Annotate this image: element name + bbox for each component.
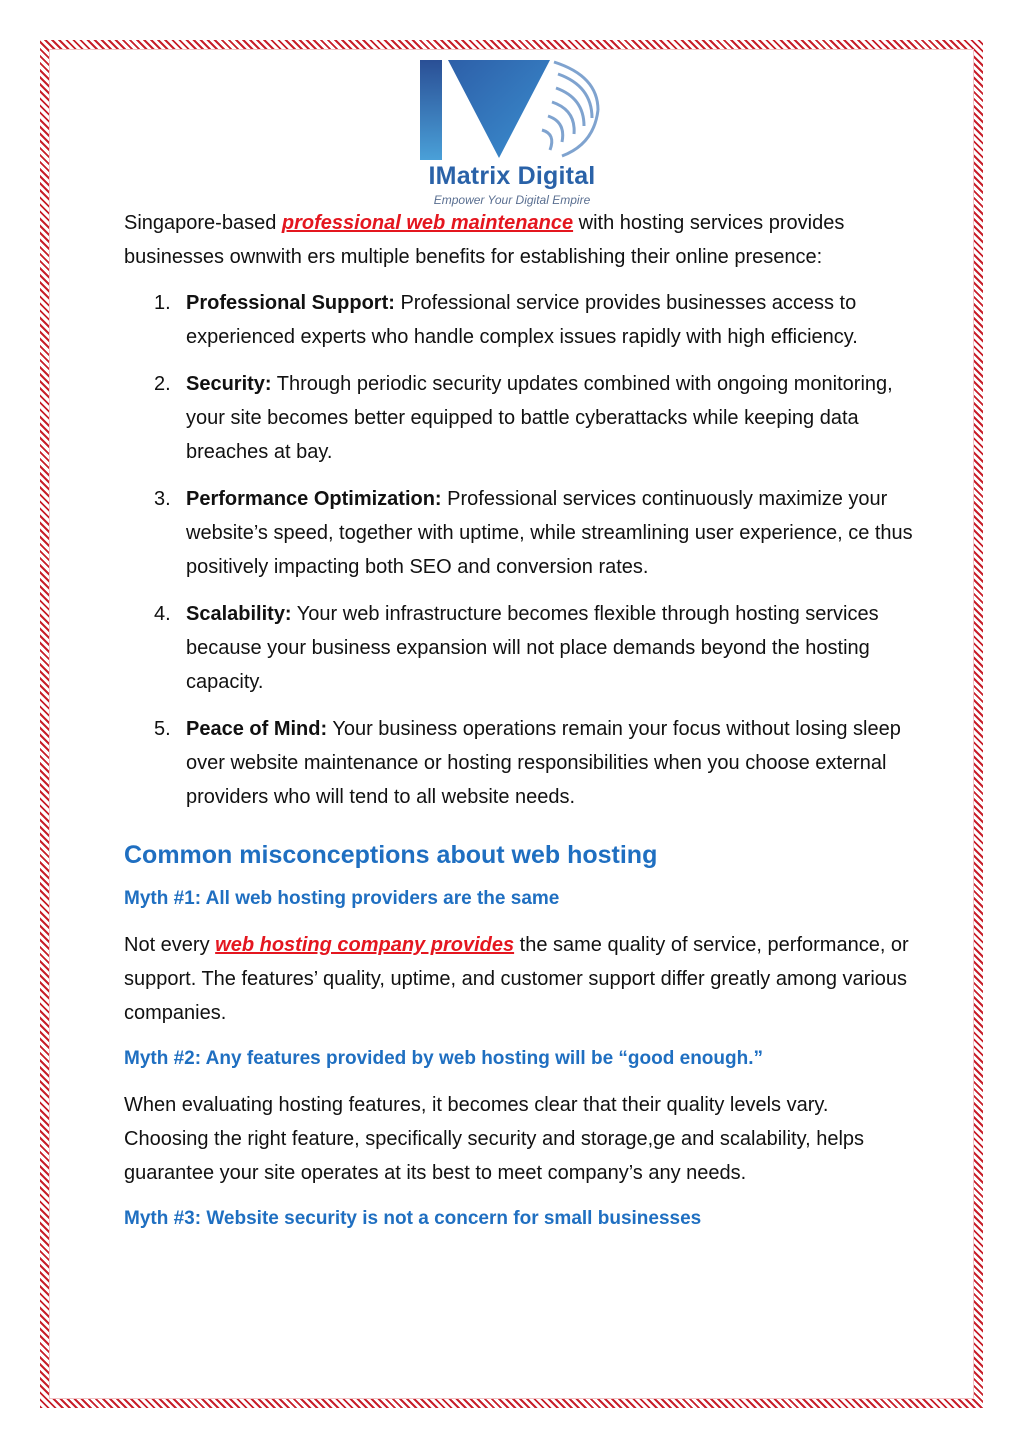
myth-2-paragraph: When evaluating hosting features, it becomes clear that their quality levels vary. Choosing the right feature, specifically security and storage,ge and scalability, helps guarantee your site operates at its best to meet company’s any needs. [124,1094,865,1184]
list-item-text: Professional service provides businesses access to experienced experts who handle complex issues rapidly with high efficiency. [186,292,858,348]
list-item-text: Professional services continuously maximize your website’s speed, together with uptime, while streamlining user experience, ce thus positively impacting both SEO and conversion rates. [186,488,913,578]
list-number: 2. [154,373,171,395]
web-hosting-company-link[interactable]: web hosting company provides [215,934,515,956]
list-item-title: Peace of Mind: [186,718,328,740]
myth-3-heading: Myth #3: Website security is not a concern for small businesses [124,1208,702,1229]
section-heading: Common misconceptions about web hosting [124,841,658,869]
list-number: 3. [154,488,171,510]
intro-text-after: with hosting services provides businesses ownwith ers multiple benefits for establishing their online presence: [124,212,845,268]
list-item [124,286,914,354]
myth-1-text-before: Not every [124,934,216,956]
benefits-list [124,286,914,814]
myth-1-heading: Myth #1: All web hosting providers are the same [124,888,560,909]
brand-name: IMatrix Digital [428,162,596,190]
list-item-title: Security: [186,373,272,395]
logo-mark-icon [412,56,612,162]
list-item-text: Your web infrastructure becomes flexible through hosting services because your business expansion will not place demands beyond the hosting capacity. [186,603,879,693]
myth-2-heading: Myth #2: Any features provided by web hosting will be “good enough.” [124,1048,764,1069]
list-number: 1. [154,292,171,314]
list-item-title: Scalability: [186,603,292,625]
list-number: 4. [154,603,171,625]
intro-paragraph [124,206,914,274]
professional-web-maintenance-link[interactable]: professional web maintenance [281,212,574,234]
myth-1-text-after: the same quality of service, performance, or support. The features’ quality, uptime, and customer support differ greatly among various companies. [124,934,909,1024]
list-item [124,712,914,814]
list-item-title: Professional Support: [186,292,395,314]
myth-1-paragraph [124,928,914,1030]
list-item-title: Performance Optimization: [186,488,442,510]
list-item-text: Your business operations remain your focus without losing sleep over website maintenance or hosting responsibilities when you choose external providers who will tend to all website needs. [186,718,901,808]
intro-text-before: Singapore-based [124,212,282,234]
list-item-text: Through periodic security updates combined with ongoing monitoring, your site becomes better equipped to battle cyberattacks while keeping data breaches at bay. [186,373,893,463]
imatrix-logo [412,56,612,216]
list-item [124,482,914,584]
list-item [124,367,914,469]
list-item [124,597,914,699]
brand-tagline: Empower Your Digital Empire [433,193,591,207]
document-body [124,206,914,1248]
list-number: 5. [154,718,171,740]
